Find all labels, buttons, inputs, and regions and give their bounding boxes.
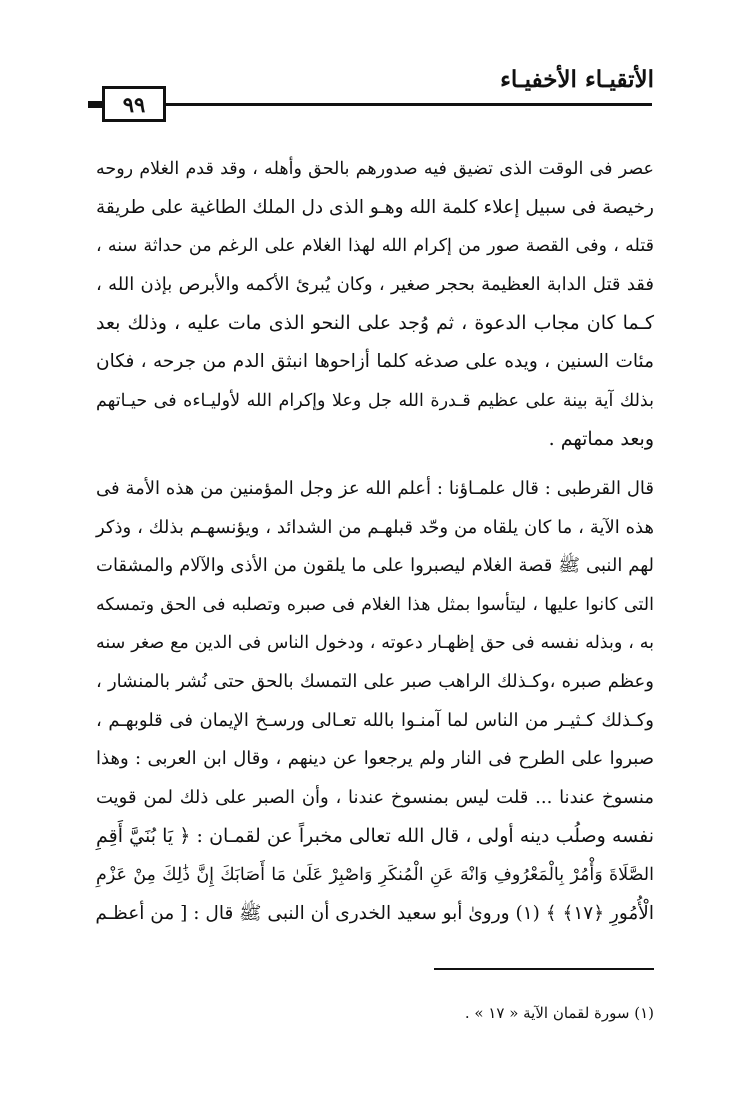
text-line: وبعد مماتهم . (548, 428, 654, 451)
text-line: به ، وبذله نفسه فى حق إظهـار دعوته ، ودخول الناس فى الدين مع صغر سنه (96, 633, 654, 654)
text-line: صبروا على الطرح فى النار ولم يرجعوا عن دينهم ، وقال ابن العربى : وهذا (96, 748, 654, 770)
text-line: منسوخ عندنا ... قلت ليس بمنسوخ عندنا ، وأن الصبر على ذلك لمن قويت (96, 786, 654, 808)
text-line: كـما كان مجاب الدعوة ، ثم وُجد على النحو الذى مات عليه ، وذلك بعد (96, 312, 654, 335)
text-line: الْأُمُورِ ﴿١٧﴾ ﴾ (١) وروىٰ أبو سعيد الخدرى أن النبى ﷺ قال : [ من أعظـم (95, 902, 654, 924)
text-line: مئات السنين ، ويده على صدغه كلما أزاحوها انبثق الدم من جرحه ، فكان (96, 350, 654, 372)
footnote-separator (434, 968, 654, 970)
text-line: نفسه وصلُب دينه أولى ، قال الله تعالى مخبراً عن لقمـان : ﴿ يَا بُنَيَّ أَقِمِ (96, 825, 654, 848)
text-line: التى كانوا عليها ، ليتأسوا بمثل هذا الغلام فى صبره وتصلبه فى الحق وتمسكه (96, 594, 654, 615)
text-line: وكـذلك كـثيـر من الناس لما آمنـوا بالله تعـالى ورسـخ الإيمان فى قلوبهـم ، (96, 709, 654, 731)
page-number: ٩٩ (102, 86, 166, 122)
quran-verse-line: الصَّلَاةَ وَأْمُرْ بِالْمَعْرُوفِ وَانْهَ عَنِ الْمُنكَرِ وَاصْبِرْ عَلَىٰ مَا أَصَابَكَ إِنَّ ذَٰلِكَ مِنْ عَزْمِ (96, 864, 654, 885)
text-line: فقد قتل الدابة العظيمة بحجر صغير ، وكان يُبرئ الأكمه والأبرص بإذن الله ، (96, 273, 654, 295)
text-line: بذلك آية بينة على عظيم قـدرة الله جل وعلا وإكرام الله لأوليـاءه فى حيـاتهم (96, 390, 654, 411)
text-line: هذه الآية ، ما كان يلقاه من وحّد قبلهـم من الشدائد ، ويؤنسهـم بذلك ، وذكر (96, 516, 654, 538)
text-line: وعظم صبره ،وكـذلك الراهب صبر على التمسك بالحق حتى نُشر بالمنشار ، (96, 670, 654, 692)
text-line: قال القرطبى : قال علمـاؤنا : أعلم الله عز وجل المؤمنين من هذه الأمة فى (96, 478, 654, 499)
paragraph-1 (96, 150, 654, 459)
running-header-title: الأتقيـاء الأخفيـاء (500, 66, 654, 93)
paragraph-2 (96, 470, 654, 933)
text-line: قتله ، وفى القصة صور من إكرام الله لهذا الغلام على الرغم من حداثة سنه ، (96, 236, 654, 257)
header-rule (100, 103, 652, 106)
text-line: عصر فى الوقت الذى تضيق فيه صدورهم بالحق وأهله ، وقد قدم الغلام روحه (96, 159, 654, 179)
text-line: رخيصة فى سبيل إعلاء كلمة الله وهـو الذى دل الملك الطاغية على طريقة (96, 196, 654, 218)
text-line: لهم النبى ﷺ قصة الغلام ليصبروا على ما يلقون من الأذى والآلام والمشقات (96, 555, 654, 577)
footnote: (١) سورة لقمان الآية « ١٧ » . (464, 1004, 654, 1022)
